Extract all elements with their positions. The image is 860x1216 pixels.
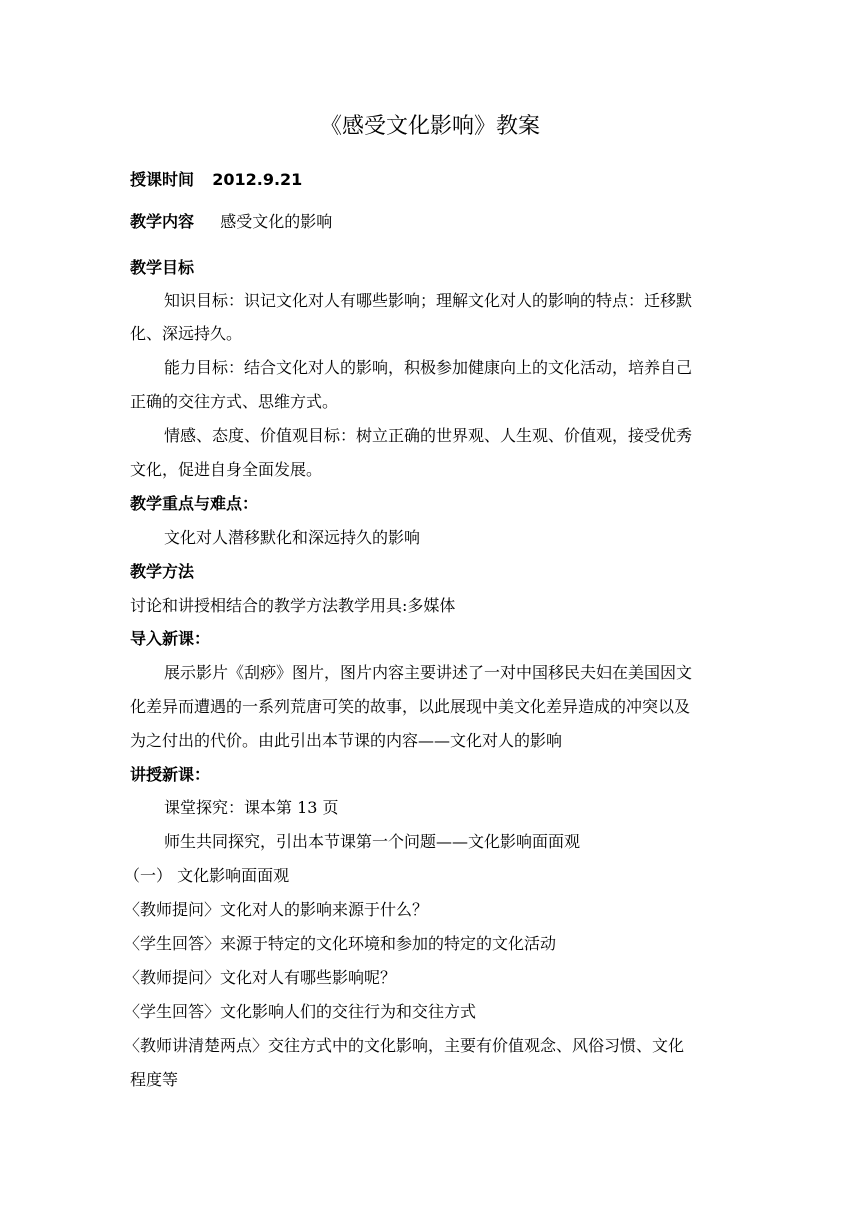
goal-ability-line2: 正确的交往方式、思维方式。 — [130, 392, 339, 411]
content-line — [130, 210, 332, 234]
time-value: 2012.9.21 — [212, 170, 303, 189]
new-lesson-heading: 讲授新课： — [130, 765, 211, 784]
qa-item: 〈学生回答〉来源于特定的文化环境和参加的特定的文化活动 — [124, 934, 557, 953]
explore-line: 课堂探究：课本第 13 页 — [164, 798, 339, 817]
content-value: 感受文化的影响 — [220, 212, 333, 231]
qa-item-continuation: 程度等 — [130, 1070, 179, 1089]
time-line — [130, 168, 302, 192]
goal-emotion-line2: 文化，促进自身全面发展。 — [130, 460, 323, 479]
goals-heading: 教学目标 — [130, 258, 195, 277]
section-one-heading: （一） 文化影响面面观 — [124, 866, 290, 885]
goal-ability-line1: 能力目标：结合文化对人的影响，积极参加健康向上的文化活动，培养自己 — [164, 358, 693, 377]
method-text: 讨论和讲授相结合的教学方法教学用具:多媒体 — [130, 596, 456, 615]
qa-item: 〈教师提问〉文化对人的影响来源于什么？ — [124, 900, 429, 919]
qa-item: 〈教师提问〉文化对人有哪些影响呢？ — [124, 968, 397, 987]
key-heading: 教学重点与难点： — [130, 494, 259, 513]
goal-knowledge-line2: 化、深远持久。 — [130, 324, 243, 343]
intro-line1: 展示影片《刮痧》图片，图片内容主要讲述了一对中国移民夫妇在美国因文 — [164, 663, 693, 682]
content-label: 教学内容 — [130, 212, 195, 231]
page-title: 《感受文化影响》教案 — [319, 114, 540, 139]
explore-line2: 师生共同探究，引出本节课第一个问题——文化影响面面观 — [164, 832, 581, 851]
method-heading: 教学方法 — [130, 562, 195, 581]
key-text: 文化对人潜移默化和深远持久的影响 — [164, 528, 421, 547]
time-label: 授课时间 — [130, 170, 195, 189]
intro-line2: 化差异而遭遇的一系列荒唐可笑的故事，以此展现中美文化差异造成的冲突以及 — [130, 697, 691, 716]
qa-item: 〈学生回答〉文化影响人们的交往行为和交往方式 — [124, 1002, 477, 1021]
goal-knowledge-line1: 知识目标：识记文化对人有哪些影响；理解文化对人的影响的特点：迁移默 — [164, 291, 693, 310]
intro-heading: 导入新课： — [130, 629, 211, 648]
intro-line3: 为之付出的代价。由此引出本节课的内容——文化对人的影响 — [130, 731, 563, 750]
qa-item: 〈教师讲清楚两点〉交往方式中的文化影响，主要有价值观念、风俗习惯、文化 — [124, 1036, 685, 1055]
goal-emotion-line1: 情感、态度、价值观目标：树立正确的世界观、人生观、价值观，接受优秀 — [164, 426, 693, 445]
